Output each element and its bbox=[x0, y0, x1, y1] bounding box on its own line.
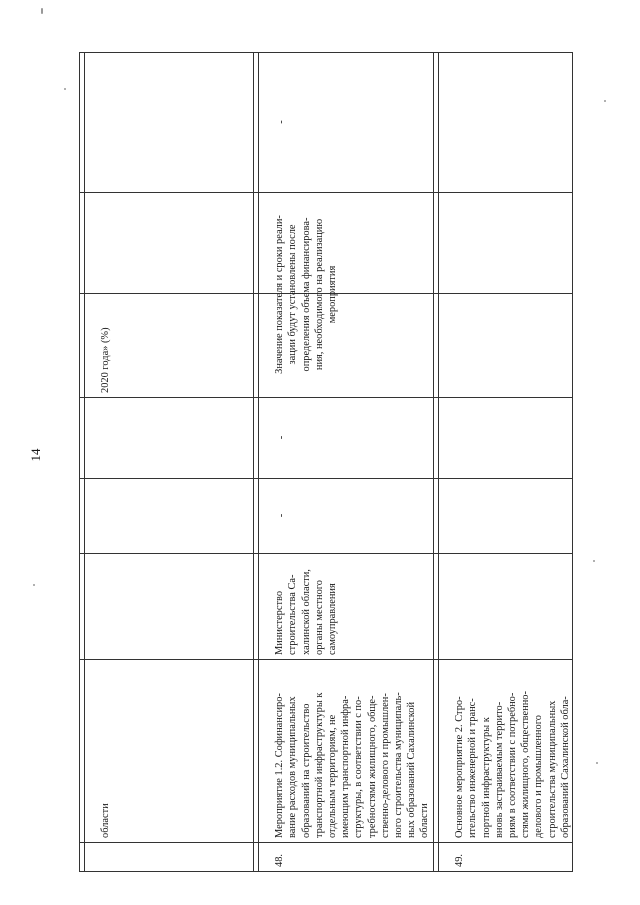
row2-executor: Министерство строительства Са- халинской области, органы местного самоуправления bbox=[274, 569, 339, 655]
row2-indicator-cell bbox=[258, 192, 433, 397]
row1-indicator: 2020 года» (%) bbox=[100, 327, 112, 393]
scan-mark bbox=[41, 8, 43, 14]
row-divider-1 bbox=[253, 52, 254, 872]
row-divider-2 bbox=[433, 52, 434, 872]
row2-col5: - bbox=[276, 435, 288, 440]
row2-col8: - bbox=[276, 120, 288, 124]
page-number: 14 bbox=[28, 448, 43, 462]
row3-name-cell bbox=[438, 659, 572, 842]
col-line-bottom bbox=[79, 871, 573, 872]
scan-mark bbox=[596, 762, 598, 764]
scan-mark bbox=[604, 100, 606, 102]
scan-mark bbox=[33, 584, 35, 586]
row1-name: области bbox=[100, 803, 112, 838]
row2-col4: - bbox=[276, 513, 288, 518]
table-border-left bbox=[79, 52, 80, 872]
row2-col8-cell bbox=[258, 52, 433, 192]
row1-indicator-cell bbox=[84, 293, 253, 397]
row2-col5-cell bbox=[258, 397, 433, 478]
scan-mark bbox=[593, 560, 595, 562]
row3-name: Основное мероприятие 2. Стро- ительство инженерной и транс- портной инфраструктуры к вновь застраиваемым террито- риям в соответствии с потребно- стями жилищного, общественно- делового и промышленного строительства муниципальных образований Сахалинской обла- bbox=[454, 691, 571, 838]
row2-name-cell bbox=[258, 659, 433, 842]
scan-mark bbox=[64, 88, 66, 90]
row2-name: Мероприятие 1.2. Софинансиро- вание расходов муниципальных образований на строительство транспортной инфраструктуры к отдельным территориям, не имеющим транспортной инфра- структуры, в соответствии с по- требностями жилищного, обще- ственно-делового и промышлен- ного строительства муниципаль- ных образований Сахалинской области bbox=[274, 692, 431, 838]
row2-number: 48. bbox=[274, 854, 286, 867]
table-border-right bbox=[572, 52, 573, 872]
row2-col4-cell bbox=[258, 478, 433, 553]
row2-executor-cell bbox=[258, 553, 433, 659]
row2-indicator: Значение показателя и сроки реали- зации будут установлены после определения объема финансирова- ния, необходимого на реализацию мероприятия bbox=[274, 215, 339, 374]
row3-number-cell bbox=[438, 842, 572, 871]
row3-number: 49. bbox=[454, 854, 466, 867]
row2-number-cell bbox=[258, 842, 433, 871]
row1-name-cell bbox=[84, 659, 253, 842]
